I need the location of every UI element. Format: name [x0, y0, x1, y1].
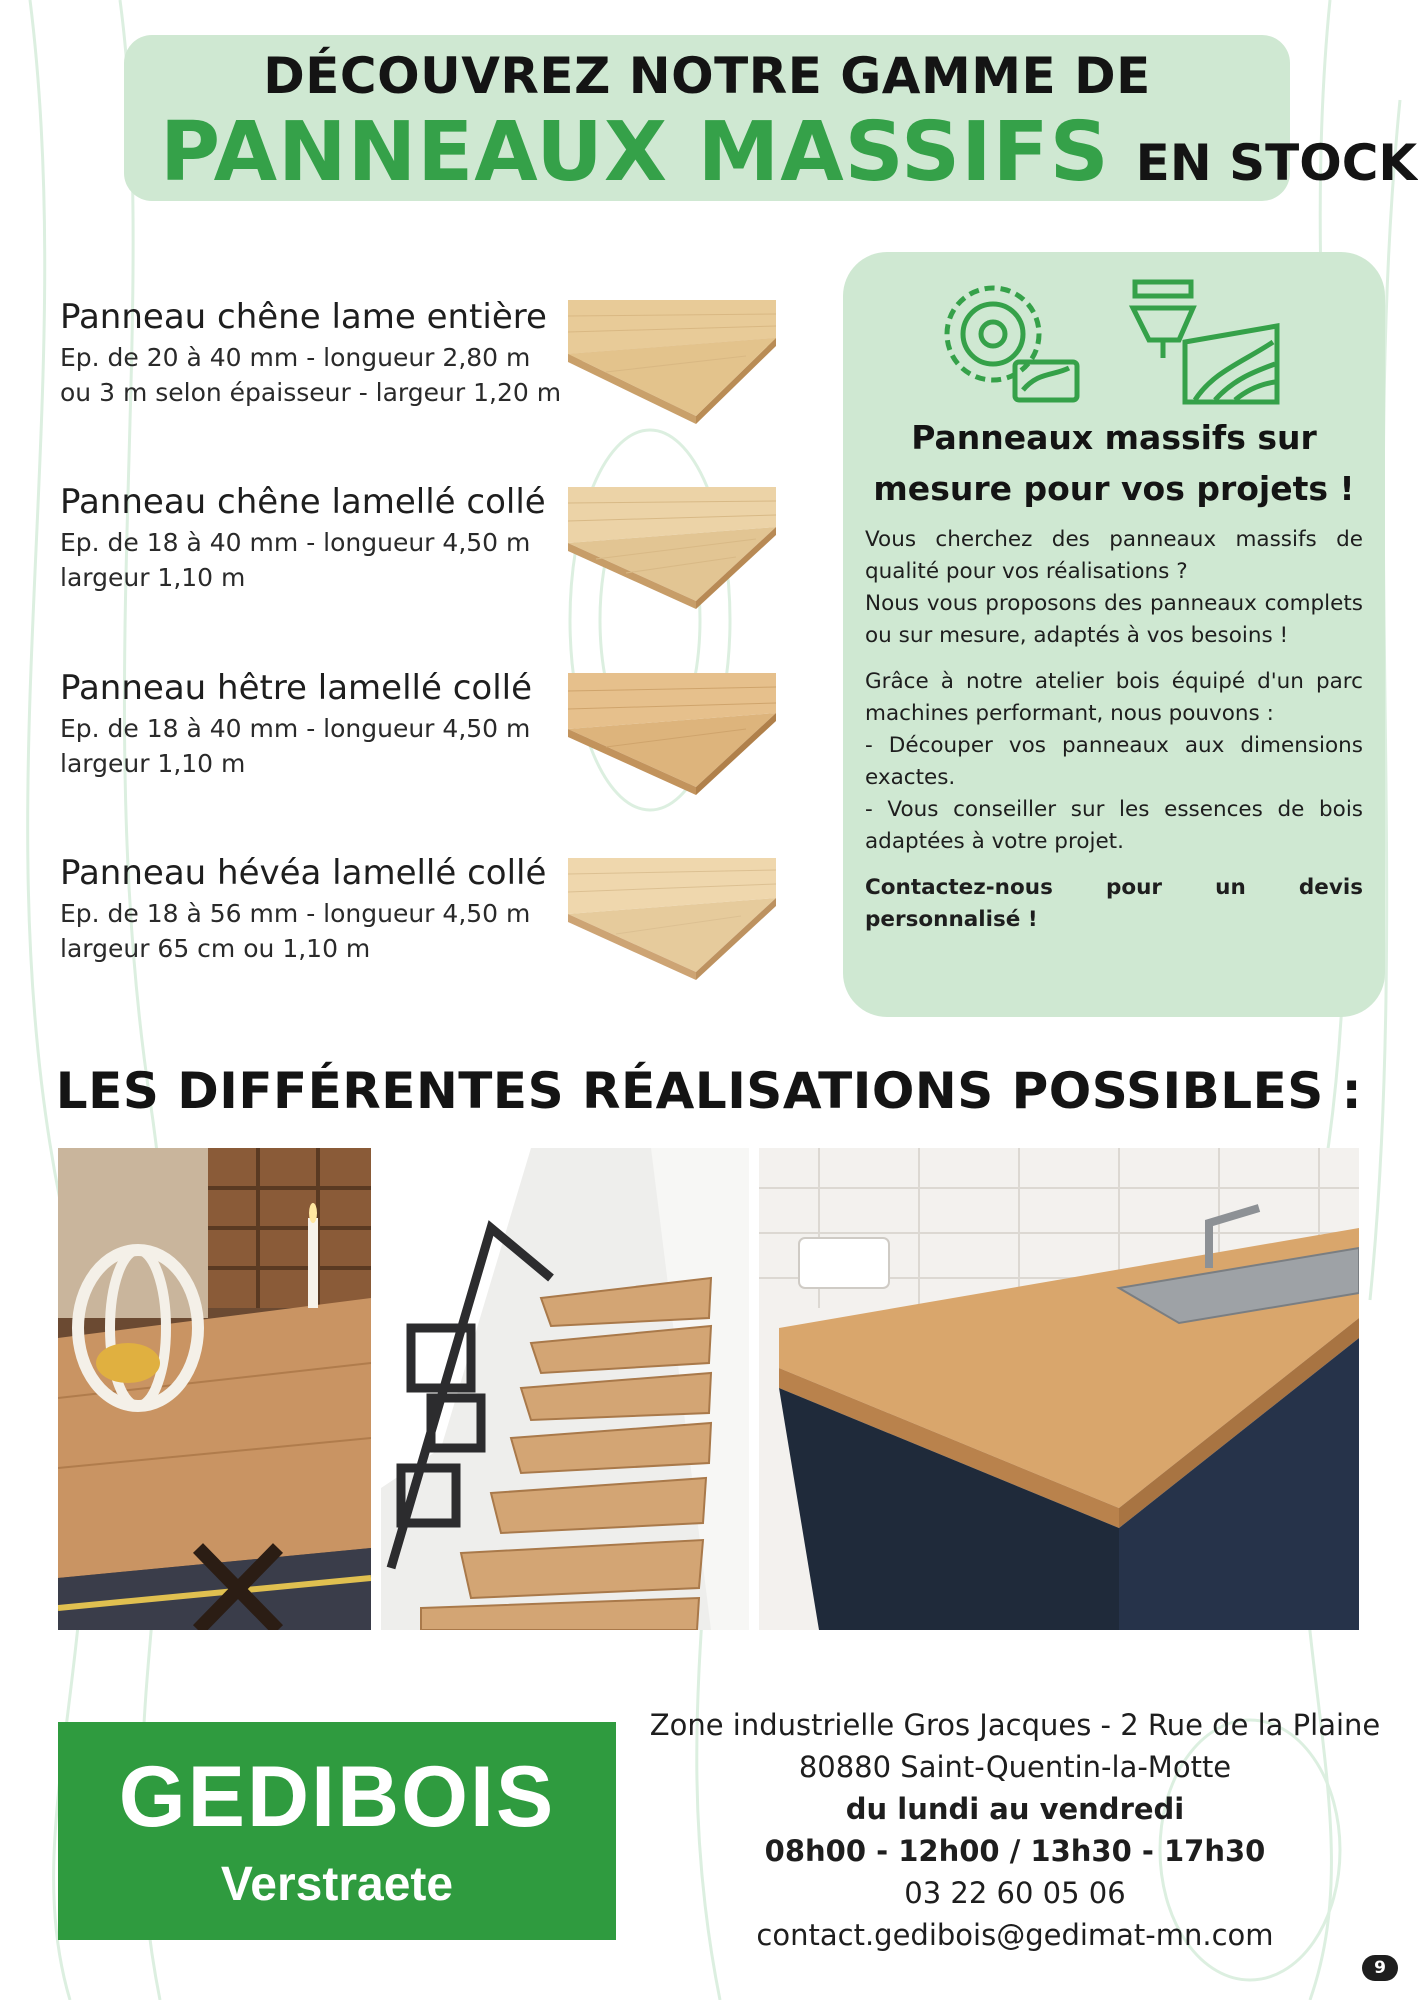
workshop-icons: [923, 272, 1303, 407]
section-title: LES DIFFÉRENTES RÉALISATIONS POSSIBLES :: [55, 1062, 1363, 1120]
address-line: 80880 Saint-Quentin-la-Motte: [798, 1750, 1232, 1784]
info-title-line: mesure pour vos projets !: [873, 469, 1355, 508]
info-paragraph: Nous vous proposons des panneaux complets ou sur mesure, adaptés à vos besoins !: [865, 591, 1363, 648]
product-description: Ep. de 20 à 40 mm - longueur 2,80 m ou 3 m selon épaisseur - largeur 1,20 m: [60, 343, 562, 407]
email-address[interactable]: contact.gedibois@gedimat-mn.com: [756, 1918, 1274, 1952]
header-banner: [124, 35, 1418, 201]
logo-name: GEDIBOIS: [118, 1749, 556, 1845]
wood-panel-image: [566, 296, 780, 430]
photo-dining-table: [58, 1148, 371, 1630]
address-line: Zone industrielle Gros Jacques - 2 Rue de la Plaine: [649, 1708, 1381, 1742]
info-body: [865, 524, 1363, 950]
product-item: [60, 481, 780, 621]
wood-grain-icon: [1185, 326, 1277, 402]
product-item: [60, 296, 780, 436]
wood-panel-image: [566, 667, 780, 801]
product-title: Panneau hévéa lamellé collé: [60, 853, 547, 893]
product-description: Ep. de 18 à 40 mm - longueur 4,50 m largeur 1,10 m: [60, 714, 531, 778]
product-item: [60, 667, 780, 807]
wood-panel-image: [566, 481, 780, 615]
gedibois-logo: [58, 1722, 616, 1940]
opening-days: du lundi au vendredi: [845, 1792, 1185, 1826]
photo-kitchen-worktop: [759, 1148, 1359, 1630]
page-number: 9: [1362, 1955, 1398, 1981]
logo-subtitle: Verstraete: [220, 1858, 454, 1911]
info-paragraph: Grâce à notre atelier bois équipé d'un parc machines performant, nous pouvons :: [865, 669, 1363, 726]
info-paragraph: Vous cherchez des panneaux massifs de qualité pour vos réalisations ?: [865, 527, 1363, 584]
header-subtitle: [160, 105, 1417, 200]
header-title: DÉCOUVREZ NOTRE GAMME DE: [263, 47, 1151, 105]
info-call-to-action: Contactez-nous pour un devis personnalisé !: [865, 875, 1363, 932]
product-description: Ep. de 18 à 40 mm - longueur 4,50 m largeur 1,10 m: [60, 528, 531, 592]
info-title: [863, 412, 1365, 514]
info-bullet: - Vous conseiller sur les essences de bois adaptées à votre projet.: [865, 797, 1363, 854]
info-title-line: Panneaux massifs sur: [911, 418, 1317, 457]
photo-staircase: [381, 1148, 749, 1630]
header-suffix: EN STOCK: [1135, 134, 1418, 192]
contact-block: [640, 1704, 1390, 1956]
product-item: [60, 852, 780, 992]
product-title: Panneau chêne lamellé collé: [60, 482, 546, 522]
header-highlight: PANNEAUX MASSIFS: [160, 105, 1110, 200]
info-bullet: - Découper vos panneaux aux dimensions exactes.: [865, 733, 1363, 790]
circular-saw-icon: [947, 288, 1039, 380]
phone-number[interactable]: 03 22 60 05 06: [904, 1876, 1126, 1910]
product-title: Panneau chêne lame entière: [60, 297, 547, 337]
wood-panel-image: [566, 852, 780, 986]
opening-hours: 08h00 - 12h00 / 13h30 - 17h30: [764, 1834, 1266, 1868]
custom-panels-info-box: [843, 252, 1385, 1017]
product-title: Panneau hêtre lamellé collé: [60, 668, 533, 708]
product-description: Ep. de 18 à 56 mm - longueur 4,50 m largeur 65 cm ou 1,10 m: [60, 899, 531, 963]
